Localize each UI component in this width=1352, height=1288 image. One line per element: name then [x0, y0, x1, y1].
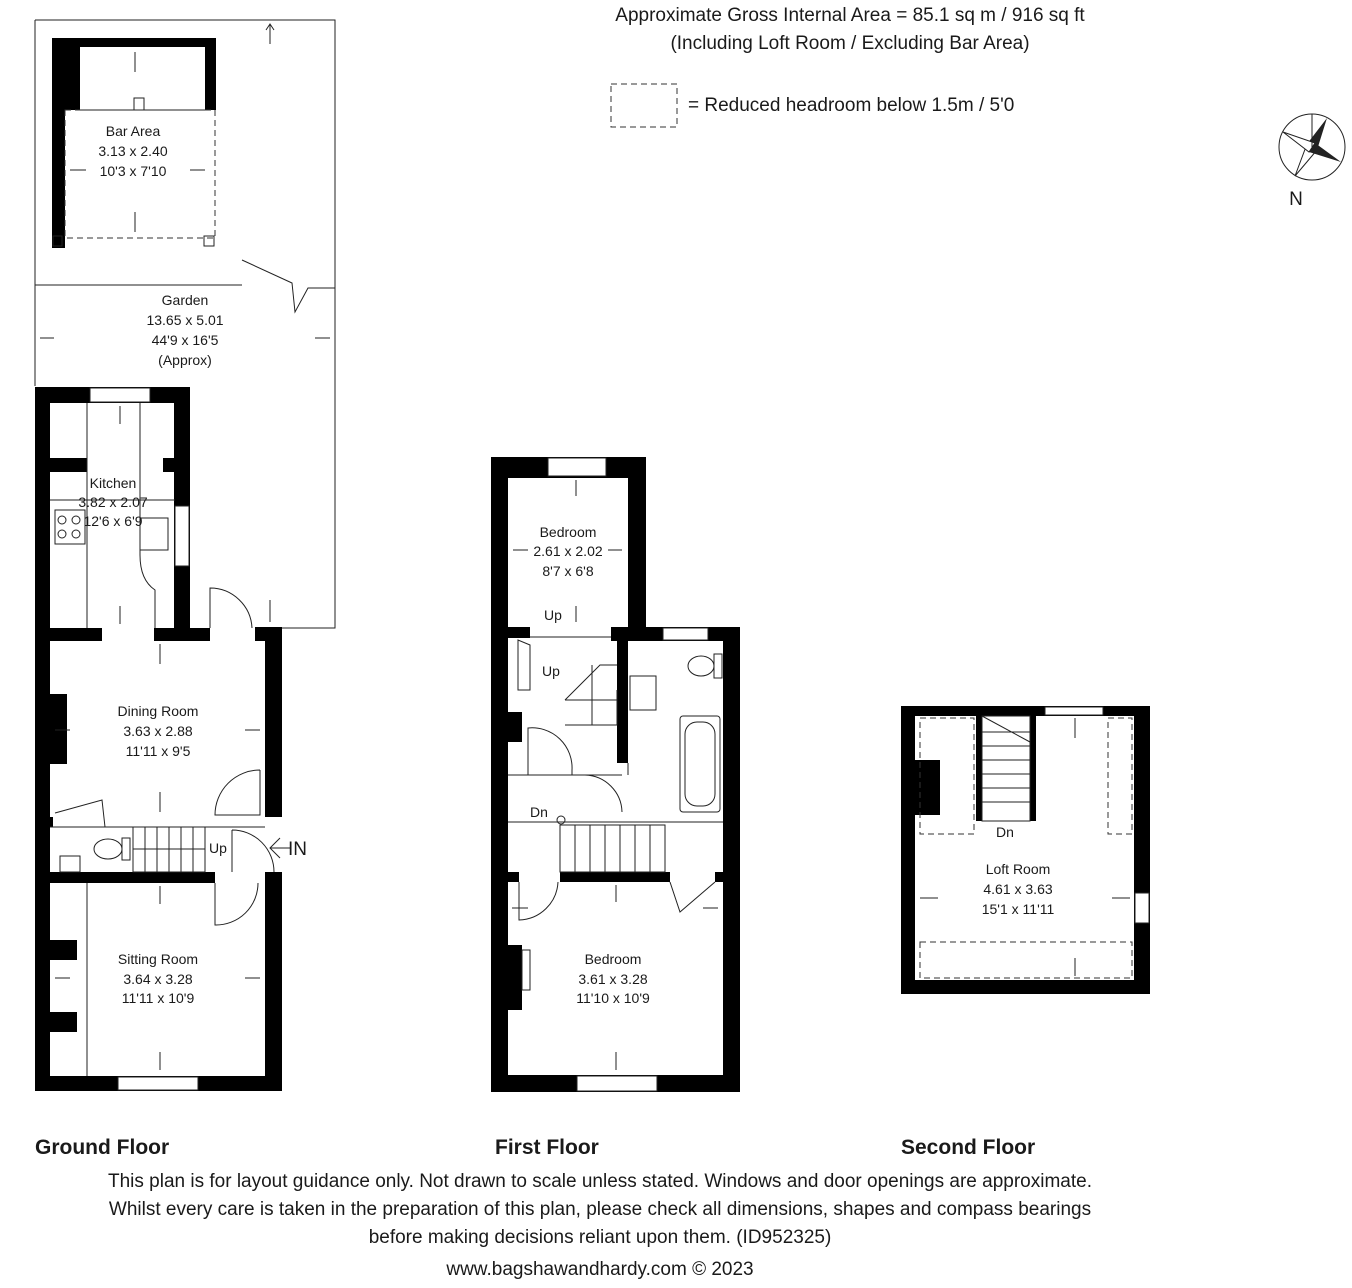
rear-bedroom-imperial: 8'7 x 6'8 [542, 563, 594, 579]
loft-stairs [982, 716, 1030, 821]
ground-floor-label: Ground Floor [35, 1136, 170, 1159]
front-bedroom-metric: 3.61 x 3.28 [578, 971, 648, 987]
sitting-room-window [118, 1077, 198, 1090]
loft-side-window [1135, 893, 1149, 923]
sitting-door [215, 883, 258, 925]
loft-name: Loft Room [985, 861, 1051, 877]
sitting-imperial: 11'11 x 10'9 [121, 990, 195, 1006]
disclaimer-line-1: This plan is for layout guidance only. Not drawn to scale unless stated. Windows and door openings are approximate. [108, 1171, 1092, 1192]
loft-reduced-headroom-front [920, 942, 1132, 978]
dining-metric: 3.63 x 2.88 [123, 723, 193, 739]
ground-stairs-label: Up [209, 840, 227, 856]
second-floor-walls [901, 706, 1150, 994]
legend-dashed-box [611, 84, 677, 127]
first-stairs-up-top: Up [544, 607, 562, 623]
loft-window [1045, 707, 1103, 715]
rear-bedroom-metric: 2.61 x 2.02 [533, 543, 603, 559]
area-note: (Including Loft Room / Excluding Bar Area) [670, 33, 1030, 54]
loft-imperial: 15'1 x 11'11 [981, 901, 1055, 917]
website-link[interactable]: www.bagshawandhardy.com © 2023 [446, 1259, 754, 1280]
kitchen-door [210, 588, 252, 628]
front-bedroom-window [577, 1076, 657, 1091]
first-stairs-down: Dn [530, 804, 548, 820]
bathroom-window [663, 628, 708, 640]
ground-stairs [50, 827, 265, 872]
loft-stairs-down: Dn [996, 824, 1014, 840]
garden-metric: 13.65 x 5.01 [146, 312, 224, 328]
compass-icon [1279, 114, 1345, 180]
rear-bedroom-window [548, 458, 606, 476]
entrance-label: IN [288, 839, 307, 860]
wc-door [55, 800, 105, 827]
garden-note: (Approx) [158, 352, 212, 368]
bar-area-name: Bar Area [105, 123, 161, 139]
front-bedroom-name: Bedroom [584, 951, 642, 967]
loft-metric: 4.61 x 3.63 [983, 881, 1053, 897]
kitchen-side-window [175, 506, 189, 566]
entrance-arrow-icon [270, 838, 290, 858]
compass-north-label: N [1289, 189, 1303, 210]
kitchen-imperial: 12'6 x 6'9 [83, 513, 143, 529]
rear-bedroom-name: Bedroom [539, 524, 597, 540]
hall-door [215, 770, 260, 815]
kitchen-name: Kitchen [89, 475, 137, 491]
loft-reduced-headroom-right [1108, 718, 1132, 834]
wc-toilet-icon [94, 839, 122, 859]
front-bedroom-imperial: 11'10 x 10'9 [576, 990, 650, 1006]
front-door [232, 830, 274, 872]
sitting-name: Sitting Room [117, 951, 199, 967]
dining-name: Dining Room [117, 703, 199, 719]
bathroom-fittings [628, 654, 722, 812]
second-floor-label: Second Floor [901, 1136, 1036, 1159]
first-stairs-up-mid: Up [542, 663, 560, 679]
bar-area-metric: 3.13 x 2.40 [98, 143, 168, 159]
area-summary: Approximate Gross Internal Area = 85.1 sq m / 916 sq ft [615, 5, 1085, 26]
kitchen-window [90, 388, 150, 402]
garden-imperial: 44'9 x 16'5 [151, 332, 219, 348]
legend-text: = Reduced headroom below 1.5m / 5'0 [688, 95, 1015, 116]
first-floor-label: First Floor [495, 1136, 599, 1159]
dining-imperial: 11'11 x 9'5 [125, 743, 191, 759]
sitting-metric: 3.64 x 3.28 [123, 971, 193, 987]
garden-name: Garden [161, 292, 209, 308]
disclaimer-line-3: before making decisions reliant upon them. (ID952325) [368, 1227, 832, 1248]
wc-basin-icon [60, 856, 80, 872]
bar-area-imperial: 10'3 x 7'10 [99, 163, 167, 179]
disclaimer-line-2: Whilst every care is taken in the preparation of this plan, please check all dimensions, shapes and compass bearings [108, 1199, 1092, 1220]
kitchen-metric: 3.82 x 2.07 [78, 494, 148, 510]
